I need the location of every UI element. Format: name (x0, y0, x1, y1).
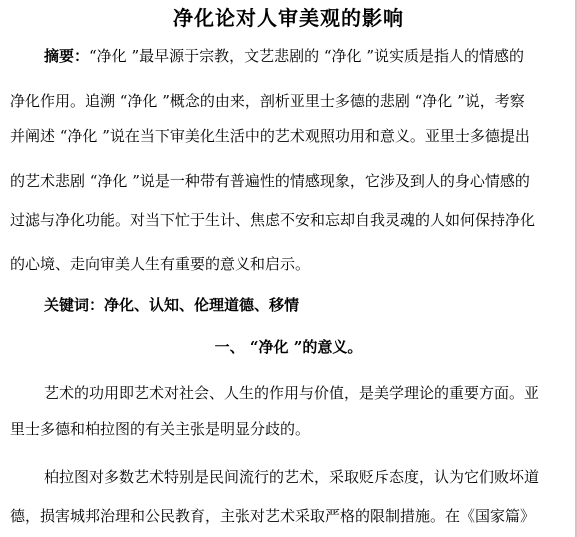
body-paragraph-2-line-2: 德，损害城邦治理和公民教育，主张对艺术采取严格的限制措施。在《国家篇》 (10, 507, 536, 525)
body-paragraph-1-line-1: 艺术的功用即艺术对社会、人生的作用与价值，是美学理论的重要方面。亚 (44, 384, 540, 402)
body-paragraph-1-line-2: 里士多德和柏拉图的有关主张是明显分歧的。 (10, 420, 311, 438)
abstract-line-3: 并阐述 “净化 ”说在当下审美化生活中的艺术观照功用和意义。亚里士多德提出 (10, 127, 530, 145)
abstract-label: 摘要： (44, 47, 90, 65)
body-paragraph-2-line-1: 柏拉图对多数艺术特别是民间流行的艺术，采取贬斥态度，认为它们败坏道 (44, 468, 540, 486)
keywords-line: 关键词：净化、认知、伦理道德、移情 (44, 296, 300, 314)
abstract-line-2: 净化作用。追溯 “净化 ”概念的由来，剖析亚里士多德的悲剧 “净化 ”说，考察 (10, 92, 525, 110)
abstract-line-4: 的艺术悲剧 “净化 ”说是一种带有普遍性的情感现象，它涉及到人的身心情感的 (10, 172, 530, 190)
document-title: 净化论对人审美观的影响 (173, 6, 404, 30)
abstract-line-5: 过滤与净化功能。对当下忙于生计、焦虑不安和忘却自我灵魂的人如何保持净化 (10, 211, 536, 229)
abstract-line-6: 的心境、走向审美人生有重要的意义和启示。 (10, 255, 311, 273)
abstract-line-1 (10, 45, 570, 67)
section-heading: 一、 “净化 ”的意义。 (214, 338, 363, 356)
abstract-text-1: “净化 ”最早源于宗教，文艺悲剧的 “净化 ”说实质是指人的情感的 (89, 47, 524, 65)
